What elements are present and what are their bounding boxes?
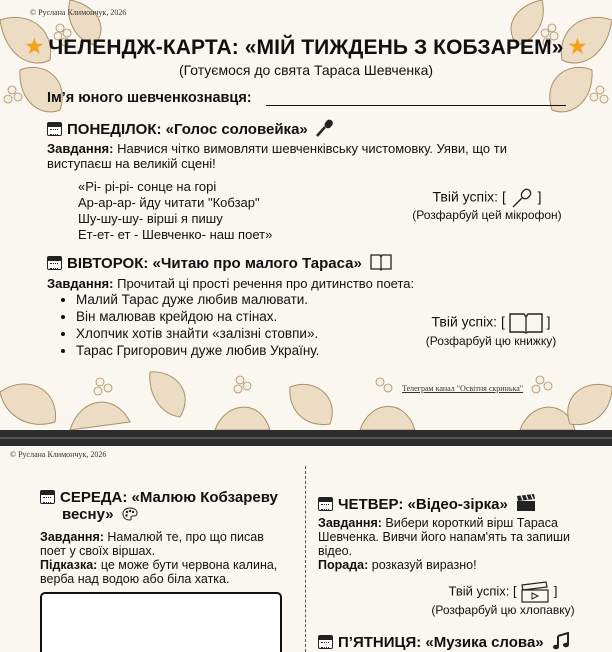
- monday-task-label: Завдання:: [47, 141, 114, 156]
- telegram-link[interactable]: Телеграм канал "Освітня скринька": [402, 384, 524, 393]
- subtitle: (Готуємося до свята Тараса Шевченка): [178, 62, 434, 78]
- music-notes-icon: [552, 632, 570, 650]
- calendar-icon: [40, 490, 55, 504]
- clapperboard-icon: [516, 494, 536, 512]
- friday-heading: [318, 632, 570, 651]
- drawing-area[interactable]: [40, 592, 282, 652]
- success-hint: (Розфарбуй цей мікрофон): [412, 208, 562, 222]
- book-icon: [370, 253, 392, 271]
- thursday-heading: [318, 494, 536, 513]
- book-outline-icon[interactable]: [509, 312, 543, 334]
- poem-line: Шу-шу-шу- вірші я пишу: [78, 211, 223, 226]
- success-label: Твій успіх: [: [432, 188, 506, 205]
- calendar-icon: [318, 497, 333, 511]
- thursday-task-text: Вибери короткий вірш Тараса Шевченка. Вивчи його напам'ять та запиши відео.: [318, 516, 570, 558]
- wednesday-task-label: Завдання:: [40, 530, 104, 544]
- wednesday-hint-text: це може бути червона калина, верба над водою або біла хатка.: [40, 558, 278, 586]
- star-icon: ★: [568, 36, 587, 58]
- page-separator: [0, 430, 612, 446]
- monday-task: [47, 141, 567, 171]
- wednesday-hint-label: Підказка:: [40, 558, 98, 572]
- list-item: • Тарас Григорович дуже любив Україну.: [76, 342, 319, 359]
- tuesday-task-label: Завдання:: [47, 276, 114, 291]
- thursday-title: ЧЕТВЕР: «Відео-зірка»: [338, 496, 508, 513]
- tuesday-title: ВІВТОРОК: «Читаю про малого Тараса»: [67, 255, 362, 272]
- name-label: Ім’я юного шевченкознавця:: [47, 90, 252, 106]
- monday-heading: [47, 118, 335, 138]
- monday-success: [406, 188, 568, 222]
- calendar-icon: [318, 635, 333, 649]
- wednesday-heading: [40, 489, 278, 523]
- wednesday-task: [40, 530, 285, 586]
- success-hint: (Розфарбуй цю хлопавку): [431, 603, 575, 617]
- tuesday-task: [47, 276, 567, 291]
- list-item: • Хлопчик хотів знайти «залізні стовпи».: [76, 325, 319, 342]
- column-divider: [305, 466, 306, 652]
- success-close: ]: [537, 188, 542, 205]
- name-input-line[interactable]: [266, 105, 566, 106]
- list-item: • Малий Тарас дуже любив малювати.: [76, 291, 319, 308]
- copyright: © Руслана Климончук, 2026: [30, 8, 127, 17]
- palette-icon: [122, 507, 138, 521]
- monday-poem: [78, 179, 272, 243]
- microphone-icon: [315, 118, 335, 138]
- success-close: ]: [546, 313, 551, 330]
- thursday-task-label: Завдання:: [318, 516, 382, 530]
- friday-title: П’ЯТНИЦЯ: «Музика слова»: [338, 634, 544, 651]
- microphone-outline-icon[interactable]: [510, 188, 534, 208]
- poem-line: Ар-ар-ар- йду читати "Кобзар": [78, 195, 260, 210]
- monday-task-text: Навчися чітко вимовляти шевченківську чистомовку. Уяви, що ти виступаєш на великій сцені!: [47, 141, 507, 171]
- success-close: ]: [553, 583, 558, 599]
- thursday-task: [318, 516, 588, 572]
- title-text: ЧЕЛЕНДЖ-КАРТА: «МІЙ ТИЖДЕНЬ З КОБЗАРЕМ»: [48, 36, 564, 59]
- poem-line: Ет-ет- ет - Шевченко- наш поет»: [78, 227, 273, 242]
- tuesday-facts-list: [60, 291, 319, 359]
- tuesday-success: [416, 312, 566, 348]
- wednesday-title-2: весну»: [62, 506, 114, 523]
- star-icon: ★: [25, 36, 44, 58]
- poem-line: «Рі- рі-рі- сонце на горі: [78, 179, 217, 194]
- thursday-tip-text: розказуй виразно!: [371, 558, 477, 572]
- tuesday-task-text: Прочитай ці прості речення про дитинство поета:: [117, 276, 415, 291]
- success-label: Твій успіх: [: [448, 583, 517, 599]
- wednesday-title-1: СЕРЕДА: «Малюю Кобзареву: [60, 489, 278, 506]
- clapperboard-outline-icon[interactable]: [520, 581, 550, 603]
- list-item: • Він малював крейдою на стінах.: [76, 308, 319, 325]
- tuesday-heading: [47, 253, 392, 272]
- thursday-tip-label: Порада:: [318, 558, 369, 572]
- calendar-icon: [47, 256, 62, 270]
- copyright: © Руслана Климончук, 2026: [10, 450, 107, 459]
- success-hint: (Розфарбуй цю книжку): [425, 334, 557, 348]
- page-title: [0, 34, 612, 60]
- calendar-icon: [47, 122, 62, 136]
- success-label: Твій успіх: [: [431, 313, 505, 330]
- wednesday-task-text: Намалюй те, про що писав поет у своїх віршах.: [40, 530, 264, 558]
- thursday-success: [428, 581, 578, 617]
- monday-title: ПОНЕДІЛОК: «Голос соловейка»: [67, 121, 308, 138]
- page-2: [0, 446, 612, 652]
